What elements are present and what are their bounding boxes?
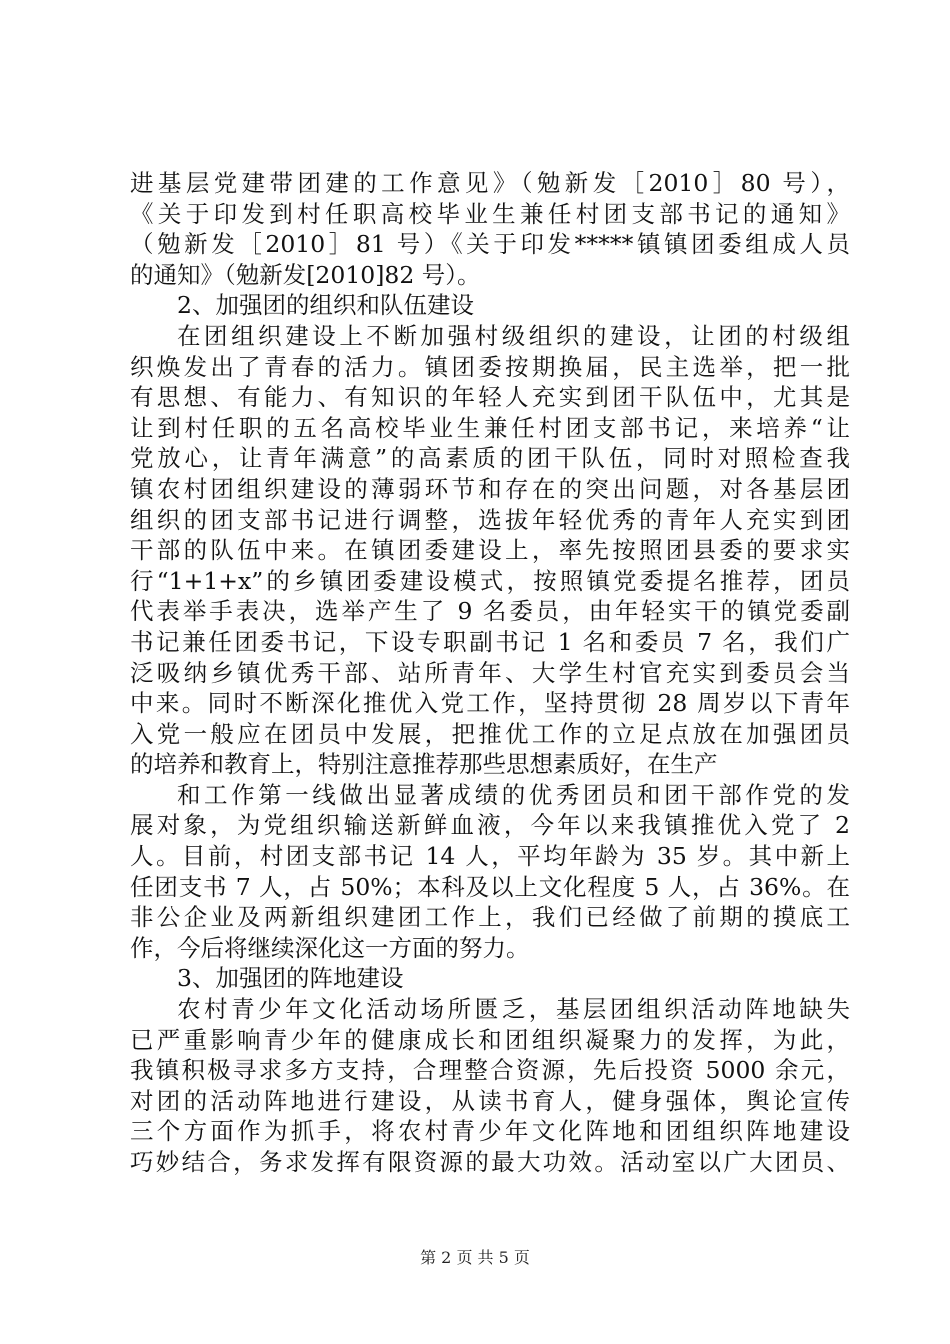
page-footer: [0, 1245, 950, 1268]
text-line: 对团的活动阵地进行建设，从读书育人，健身强体，舆论宣传: [130, 1086, 850, 1115]
page-number: 第 2 页 共 5 页: [420, 1248, 530, 1267]
text-line: 和工作第一线做出显著成绩的优秀团员和团干部作党的发: [177, 780, 850, 809]
text-line: 镇农村团组织建设的薄弱环节和存在的突出问题，对各基层团: [130, 474, 850, 503]
text-line: 作，今后将继续深化这一方面的努力。: [130, 933, 530, 962]
text-line: 织焕发出了青春的活力。镇团委按期换届，民主选举，把一批: [130, 352, 850, 381]
text-line: 非公企业及两新组织建团工作上，我们已经做了前期的摸底工: [130, 903, 850, 932]
text-line: 人。目前，村团支部书记 14 人，平均年龄为 35 岁。其中新上: [130, 842, 850, 871]
text-line: 已严重影响青少年的健康成长和团组织凝聚力的发挥，为此，: [130, 1025, 850, 1054]
text-line: 中来。同时不断深化推优入党工作，坚持贯彻 28 周岁以下青年: [130, 689, 850, 718]
text-line: 有思想、有能力、有知识的年轻人充实到团干队伍中，尤其是: [130, 383, 850, 412]
text-line: 行“1+1+x”的乡镇团委建设模式，按照镇党委提名推荐，团员: [130, 566, 850, 595]
text-line: 组织的团支部书记进行调整，选拔年轻优秀的青年人充实到团: [130, 505, 850, 534]
text-line: 我镇积极寻求多方支持，合理整合资源，先后投资 5000 余元，: [130, 1056, 850, 1085]
text-line: 干部的队伍中来。在镇团委建设上，率先按照团县委的要求实: [130, 536, 850, 565]
body-text: [130, 168, 850, 1178]
text-line: 入党一般应在团员中发展，把推优工作的立足点放在加强团员: [130, 719, 850, 748]
text-line: 在团组织建设上不断加强村级组织的建设，让团的村级组: [177, 321, 850, 350]
text-line: 进基层党建带团建的工作意见》（勉新发［2010］80 号），: [130, 169, 850, 197]
text-line: 让到村任职的五名高校毕业生兼任村团支部书记，来培养“让: [130, 413, 850, 442]
text-line: 党放心，让青年满意”的高素质的团干队伍，同时对照检查我: [130, 444, 850, 473]
text-line: 代表举手表决，选举产生了 9 名委员，由年轻实干的镇党委副: [130, 597, 850, 626]
section-heading: 3、加强团的阵地建设: [177, 964, 404, 993]
text-line: 巧妙结合，务求发挥有限资源的最大功效。活动室以广大团员、: [130, 1148, 850, 1176]
text-line: 的通知》（勉新发[2010]82 号）。: [130, 260, 481, 289]
section-heading: 2、加强团的组织和队伍建设: [177, 291, 474, 320]
text-line: 的培养和教育上，特别注意推荐那些思想素质好，在生产: [130, 750, 718, 779]
text-line: 泛吸纳乡镇优秀干部、站所青年、大学生村官充实到委员会当: [130, 658, 850, 687]
text-line: 任团支书 7 人，占 50%；本科及以上文化程度 5 人，占 36%。在: [130, 872, 850, 901]
text-line: 书记兼任团委书记，下设专职副书记 1 名和委员 7 名，我们广: [130, 627, 850, 656]
text-line: 农村青少年文化活动场所匮乏，基层团组织活动阵地缺失: [177, 995, 850, 1024]
text-line: 《关于印发到村任职高校毕业生兼任村团支部书记的通知》: [130, 199, 850, 228]
text-line: 展对象，为党组织输送新鲜血液，今年以来我镇推优入党了 2: [130, 811, 850, 840]
text-line: （勉新发［2010］81 号）《关于印发*****镇镇团委组成人员: [130, 230, 850, 259]
text-line: 三个方面作为抓手，将农村青少年文化阵地和团组织阵地建设: [130, 1117, 850, 1146]
